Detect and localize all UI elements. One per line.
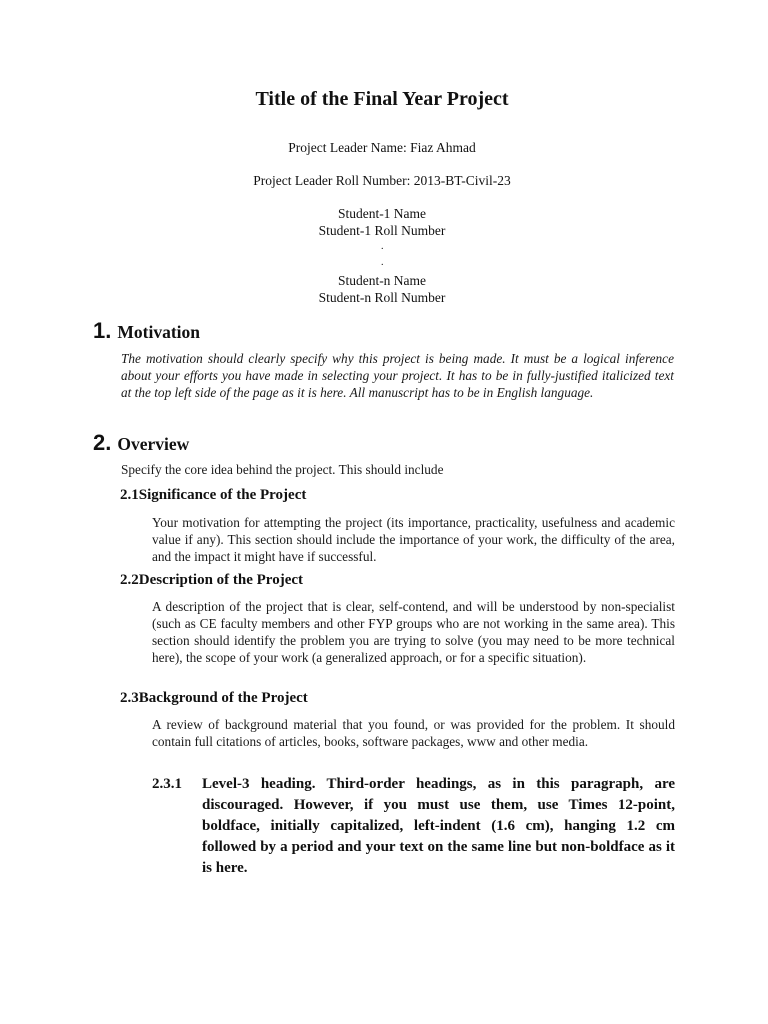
background-paragraph: A review of background material that you found, or was provided for the problem. It should contain full citations of articles, books, software packages, www and other media.: [152, 717, 675, 749]
heading-text: Motivation: [117, 322, 200, 342]
document-title: Title of the Final Year Project: [255, 88, 509, 110]
level-3-number: 2.3.1: [152, 776, 182, 792]
level-3-body: [202, 774, 675, 879]
significance-paragraph: Your motivation for attempting the project (its importance, practicality, usefulness and academic value if any). This section should include the importance of your work, the difficulty of the area, and the impact it might have if successful.: [152, 515, 675, 564]
student-1-roll-number: Student-1 Roll Number: [318, 223, 446, 238]
student-n-name: Student-n Name: [337, 273, 427, 288]
heading-description: 2.2Description of the Project: [120, 572, 304, 588]
motivation-paragraph: The motivation should clearly specify why this project is being made. It must be a logical inference about your efforts you have made in selecting your project. It has to be in fully-justified italicized text at the top left side of the page as it is here. All manuscript has to be in English language.: [121, 351, 674, 400]
ellipsis-dot-2: .: [381, 257, 384, 268]
heading-number: 2.: [93, 430, 112, 455]
project-leader-roll-number: Project Leader Roll Number: 2013-BT-Civil-23: [253, 173, 511, 188]
heading-background: 2.3Background of the Project: [120, 690, 308, 706]
project-leader-name: Project Leader Name: Fiaz Ahmad: [288, 140, 476, 155]
overview-paragraph: Specify the core idea behind the project. This should include: [121, 462, 444, 477]
student-1-name: Student-1 Name: [337, 206, 427, 221]
heading-number: 1.: [93, 318, 112, 343]
level-3-text: Third-order headings, as in this paragraph, are discouraged. However, if you must use them, use Times 12-point, boldface, initially capitalized, left-indent (1.6 cm), hanging 1.2 cm followed by a period and your text on the same line but non-boldface as it is here.: [202, 776, 675, 876]
student-n-roll-number: Student-n Roll Number: [318, 290, 446, 305]
description-paragraph: A description of the project that is clear, self-contend, and will be understood by non-specialist (such as CE faculty members and other FYP groups who are not working in the same area). This section should identify the problem you are trying to solve (you may need to be more technical here), the scope of your work (a generalized approach, or for a specific situation).: [152, 599, 675, 665]
heading-text: Overview: [117, 434, 190, 454]
ellipsis-dot-1: .: [381, 241, 384, 252]
heading-overview: [93, 430, 189, 456]
heading-significance: 2.1Significance of the Project: [120, 487, 307, 503]
level-3-heading: Level-3 heading.: [202, 776, 316, 792]
heading-motivation: [93, 318, 200, 344]
level-3-heading-block: [152, 774, 675, 879]
